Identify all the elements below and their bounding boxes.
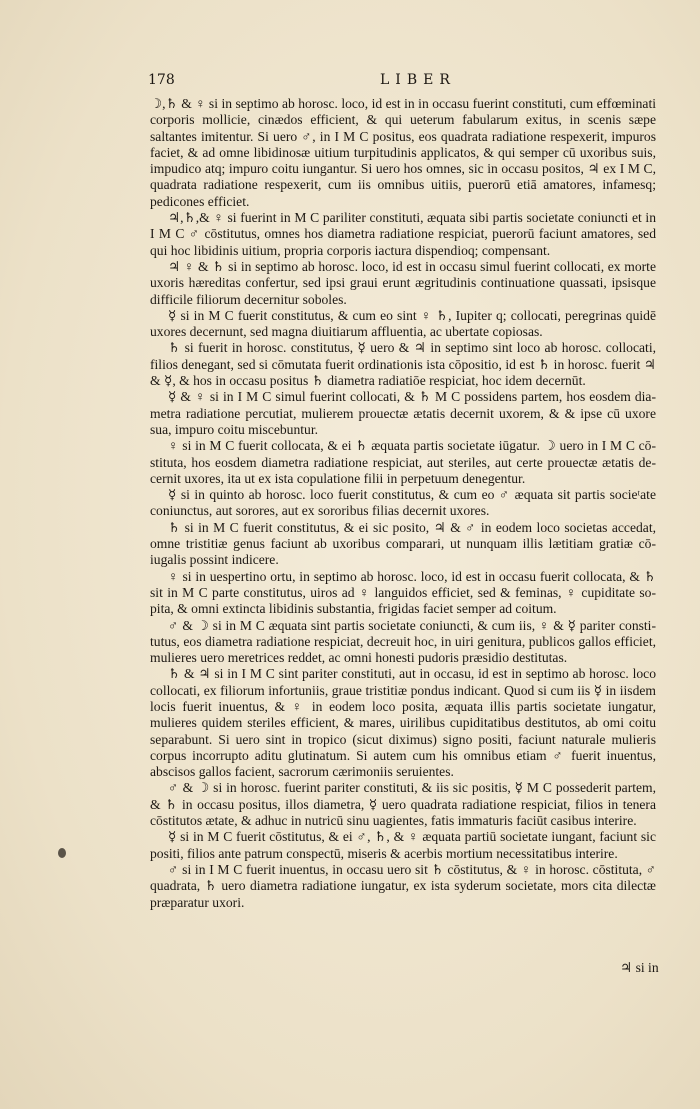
- paragraph: ♂ & ☽ si in horosc. fuerint pariter constituti, & iis sic positis, ☿ M C possederit partem, & ♄ in occasu positus, illos diametra, ☿ uero quadrata radiatione respiciat, filios in tenera cōstitutos ætate, & adhuc in nutricū sinu uagientes, fatis immaturis faciūt casibus interire.: [150, 780, 656, 829]
- page-header: [148, 72, 640, 96]
- paragraph: ☽,♄ & ♀ si in septimo ab horosc. loco, id est in in occasu fuerint constituti, cum effœminati corporis mollicie, cinædos efficient, & qui ueterum fabularum exitus, in scenis sæpe saltantes imitentur. Si uero ♂, in I M C positus, eos quadrata radiatione respexerit, impuros faciet, & ad omne libidinosæ uitium turpitudinis applicatos, & qui semper cū uxoribus suis, impudico atq; impuro coitu iungantur. Si uero hos omnes, sic in occasu positos, ♃ ex I M C, quadrata radiatione respexerit, cum iis omnibus uitiis, puerorū etiā amatores, infamesq; pedicones efficiet.: [150, 96, 656, 209]
- catchword: ♃ si in: [620, 960, 659, 975]
- paragraph: ♃,♄,& ♀ si fuerint in M C pariliter constituti, æquata sibi partis societate coniuncti et in I M C ♂ cōstitutus, omnes hos diametra radiatione respiciat, puerorū faciunt amatores, sed qui hoc libidinis uitium, propria corporis iactura dispendioq; compensant.: [150, 210, 656, 258]
- paragraph: ♄ & ♃ si in I M C sint pariter constituti, aut in occasu, id est in septimo ab horosc. loco collocati, ex filiorum infortuniis, graue tristitiæ pondus indicant. Quod si cum iis ☿ in iisdem locis fuerit inuentus, & ♀ in eodem loco posita, æquata illis partis societate iungatur, mulieres quidem steriles efficient, & mares, uirilibus cupiditatibus destitutos, ab omi coitu separabunt. Si uero sint in tropico (sicut diximus) signo positi, faciunt naturale mulieris corpus incorrupto aditu glutinatum. Si autem cum his omnibus etiam ♂ fuerit inuentus, abscisos gallos facient, sacrorum cærimoniis seruientes.: [150, 666, 656, 780]
- body-text: [150, 96, 656, 911]
- page-number: 178: [148, 72, 175, 88]
- running-head: LIBER: [380, 72, 456, 88]
- paragraph: ☿ & ♀ si in I M C simul fuerint collocati, & ♄ M C possidens partem, hos eosdem diametra radiatione percutiat, mulierem prouectæ ætatis decernit uxorem, & & ipse cū uxore sua, impuro coitu miscebuntur.: [150, 389, 656, 437]
- paragraph: ☿ si in M C fuerit cōstitutus, & ei ♂, ♄, & ♀ æquata partiū societate iungant, faciunt sic positi, filios ante patrum conspectū, miseris & acerbis mortium necessitatibus interire.: [150, 829, 656, 861]
- paragraph: ♂ si in I M C fuerit inuentus, in occasu uero sit ♄ cōstitutus, & ♀ in horosc. cōstituta, ♂ quadrata, ♄ uero diametra radiatione iungatur, ex ista syderum societate, mors cita dilectæ præparatur uxori.: [150, 861, 656, 910]
- paragraph: ♃ ♀ & ♄ si in septimo ab horosc. loco, id est in occasu simul fuerint collocati, ex morte uxoris hæreditas confertur, sed ipsi graui erunt ægritudinis continuatione quassati, ipsisque difficile filiorum decernitur soboles.: [150, 258, 656, 307]
- paragraph: ♄ si in M C fuerit constitutus, & ei sic posito, ♃ & ♂ in eodem loco societas accedat, omne tristitiæ genus faciunt ab uxoribus comparari, ut nunquam illis lætitiam gratiæ cōiugalis possint indicere.: [150, 519, 656, 568]
- paragraph: ☿ si in quinto ab horosc. loco fuerit constitutus, & cum eo ♂ æquata sit partis socieᵗate coniunctus, aut sorores, aut ex sororibus filias decernit uxores.: [150, 487, 656, 519]
- ink-spot: [58, 848, 66, 858]
- paragraph: ♀ si in M C fuerit collocata, & ei ♄ æquata partis societate iūgatur. ☽ uero in I M C cōstituta, hos eosdem diametra radiatione respiciat, aut steriles, aut certe prouectæ ætatis decernit uxores, ita ut ex ista copulatione filii in perpetuum denegentur.: [150, 438, 656, 486]
- paragraph: ♂ & ☽ si in M C æquata sint partis societate coniuncti, & cum iis, ♀ & ☿ pariter constitutus, eos diametra radiatione respiciat, decreuit hoc, in uiri genitura, publicos gallos efficiet, mulieres uero meretrices reddet, ac omni honesti pudoris præsidio destitutas.: [150, 617, 656, 666]
- paragraph: ♀ si in uespertino ortu, in septimo ab horosc. loco, id est in occasu fuerit collocata, & ♄ sit in M C parte constitutus, uiros ad ♀ languidos efficiet, sed & feminas, ♀ cupiditate sopita, & omni extincta libidinis substantia, frigidas faciet semper ad coitum.: [150, 568, 656, 617]
- paragraph: ♄ si fuerit in horosc. constitutus, ☿ uero & ♃ in septimo sint loco ab horosc. collocati, filios denegant, sed si cōmutata fuerit ordinationis ista cōpositio, id est ♄ in horosc. fuerit ♃ & ☿, & hos in occasu positus ♄ diametra radiatiōe respiciat, hoc idem decernūt.: [150, 340, 656, 389]
- paragraph: ☿ si in M C fuerit constitutus, & cum eo sint ♀ ♄, Iupiter q; collocati, peregrinas quidē uxores decernunt, sed magna diuitiarum affluentia, ac ubertate copiosas.: [150, 307, 656, 340]
